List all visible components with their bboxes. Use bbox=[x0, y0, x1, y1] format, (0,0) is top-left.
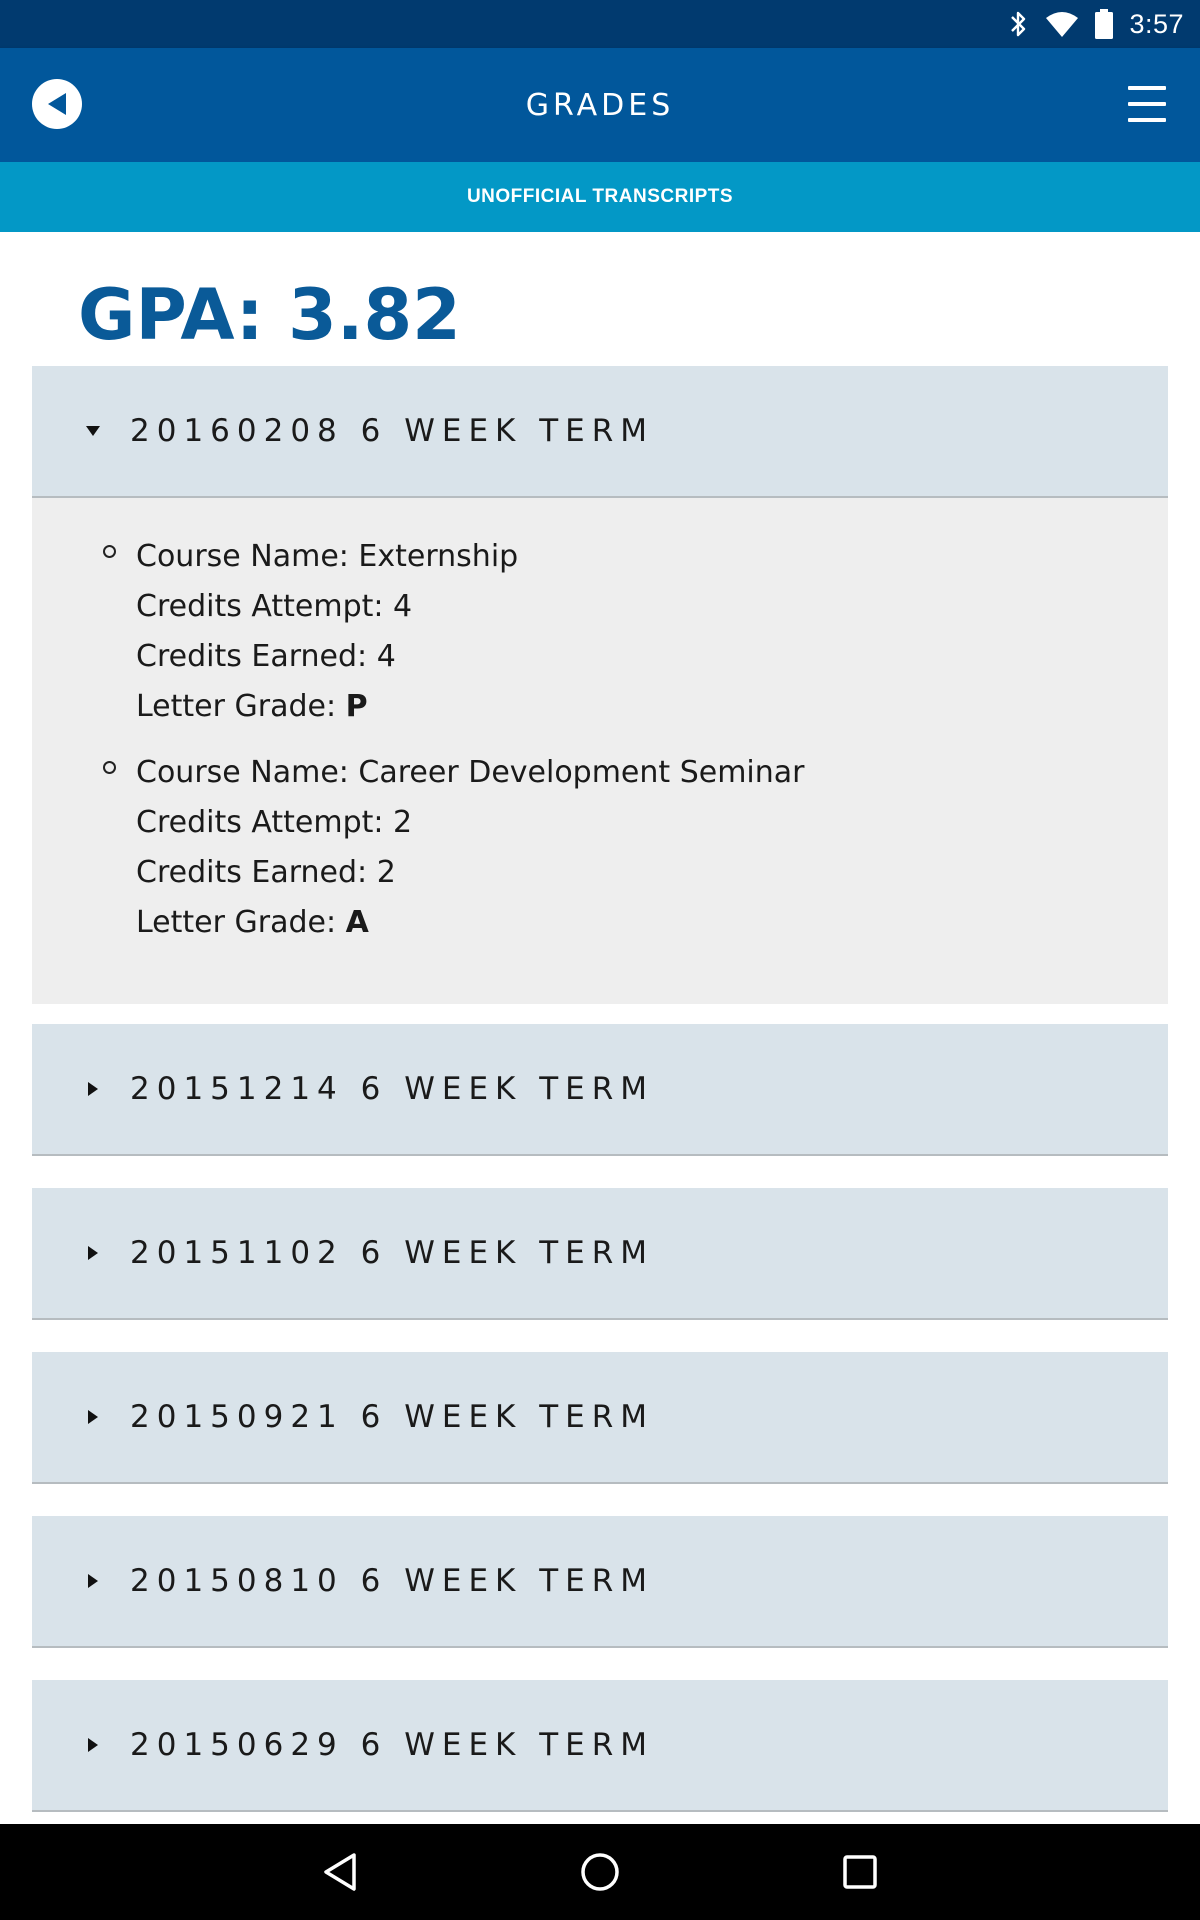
unofficial-transcripts-tab[interactable] bbox=[0, 162, 1200, 232]
page-title: GRADES bbox=[525, 87, 675, 123]
status-bar bbox=[0, 0, 1200, 48]
term-section bbox=[32, 1188, 1168, 1320]
term-label: 20151102 6 WEEK TERM bbox=[130, 1235, 655, 1271]
course-name: Course Name: Career Development Seminar bbox=[136, 755, 805, 790]
credits-earned: Credits Earned: 4 bbox=[136, 639, 396, 674]
system-nav-bar bbox=[0, 1824, 1200, 1920]
caret-right-icon bbox=[84, 1737, 102, 1753]
battery-icon bbox=[1095, 9, 1113, 39]
wifi-icon bbox=[1045, 10, 1079, 38]
term-courses bbox=[32, 498, 1168, 1004]
letter-grade-line bbox=[136, 898, 1168, 948]
letter-grade-line bbox=[136, 682, 1168, 732]
term-label: 20151214 6 WEEK TERM bbox=[130, 1071, 655, 1107]
caret-right-icon bbox=[84, 1573, 102, 1589]
hamburger-menu-icon[interactable] bbox=[1128, 86, 1166, 122]
term-header[interactable] bbox=[32, 1352, 1168, 1484]
term-header[interactable] bbox=[32, 1516, 1168, 1648]
credits-attempt: Credits Attempt: 4 bbox=[136, 589, 413, 624]
term-header[interactable] bbox=[32, 1188, 1168, 1320]
term-header[interactable] bbox=[32, 1680, 1168, 1812]
back-button[interactable] bbox=[32, 79, 82, 129]
term-section bbox=[32, 1352, 1168, 1484]
term-section bbox=[32, 366, 1168, 1004]
bullet-icon bbox=[103, 545, 116, 558]
list-item bbox=[32, 532, 1168, 732]
caret-right-icon bbox=[84, 1245, 102, 1261]
caret-down-icon bbox=[84, 425, 102, 437]
back-circle-icon bbox=[45, 91, 69, 117]
letter-grade: A bbox=[345, 905, 369, 940]
nav-home-icon[interactable] bbox=[570, 1842, 630, 1902]
term-header[interactable] bbox=[32, 366, 1168, 498]
letter-grade-label: Letter Grade: bbox=[136, 905, 346, 940]
term-section bbox=[32, 1024, 1168, 1156]
term-label: 20160208 6 WEEK TERM bbox=[130, 413, 655, 449]
app-bar bbox=[0, 48, 1200, 162]
bluetooth-icon bbox=[1009, 10, 1029, 38]
nav-back-icon[interactable] bbox=[310, 1842, 370, 1902]
term-label: 20150921 6 WEEK TERM bbox=[130, 1399, 655, 1435]
caret-right-icon bbox=[84, 1409, 102, 1425]
credits-attempt: Credits Attempt: 2 bbox=[136, 805, 413, 840]
term-header[interactable] bbox=[32, 1024, 1168, 1156]
bullet-icon bbox=[103, 761, 116, 774]
status-time: 3:57 bbox=[1129, 8, 1184, 39]
term-section bbox=[32, 1680, 1168, 1812]
credits-earned: Credits Earned: 2 bbox=[136, 855, 396, 890]
caret-right-icon bbox=[84, 1081, 102, 1097]
letter-grade-label: Letter Grade: bbox=[136, 689, 346, 724]
unofficial-transcripts-label: UNOFFICIAL TRANSCRIPTS bbox=[466, 186, 734, 207]
gpa-value: GPA: 3.82 bbox=[78, 274, 461, 356]
letter-grade: P bbox=[345, 689, 368, 724]
list-item bbox=[32, 748, 1168, 948]
term-label: 20150629 6 WEEK TERM bbox=[130, 1727, 655, 1763]
course-name: Course Name: Externship bbox=[136, 539, 519, 574]
term-section bbox=[32, 1516, 1168, 1648]
term-label: 20150810 6 WEEK TERM bbox=[130, 1563, 655, 1599]
nav-recents-icon[interactable] bbox=[830, 1842, 890, 1902]
